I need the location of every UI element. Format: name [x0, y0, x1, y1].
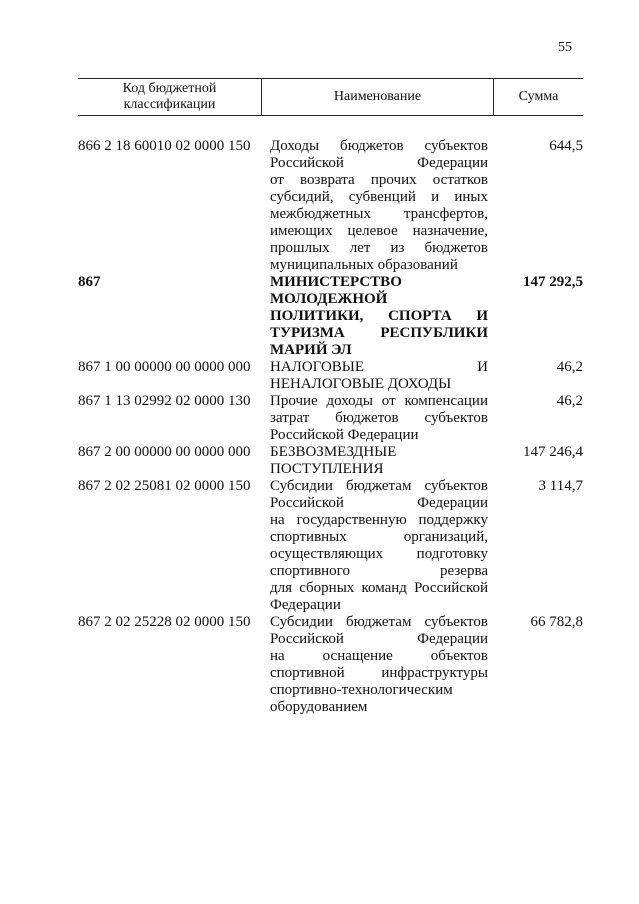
row-amount: 3 114,7	[538, 478, 583, 494]
row-name	[270, 138, 488, 274]
row-name-line: осуществляющих подготовку	[270, 546, 488, 562]
table-row	[78, 359, 583, 393]
column-header-name: Наименование	[262, 79, 494, 115]
table-row	[78, 138, 583, 274]
row-name-line: спортивных организаций,	[270, 529, 488, 545]
row-name	[270, 359, 488, 393]
row-name-line: ПОЛИТИКИ, СПОРТА И	[270, 308, 488, 324]
row-name-line: Доходы бюджетов субъектов	[270, 138, 488, 154]
row-name-line: субсидий, субвенций и иных	[270, 189, 488, 205]
row-name-line: Российской Федерации	[270, 631, 488, 647]
budget-code: 866 2 18 60010 02 0000 150	[78, 138, 251, 154]
row-amount: 46,2	[556, 359, 583, 375]
row-name	[270, 274, 488, 359]
page-number: 55	[558, 40, 572, 55]
row-name	[270, 478, 488, 614]
row-name-line: затрат бюджетов субъектов	[270, 410, 488, 426]
table-row	[78, 478, 583, 614]
row-name-line: Российской Федерации	[270, 155, 488, 171]
budget-code: 867 1 13 02992 02 0000 130	[78, 393, 251, 409]
row-amount: 147 292,5	[523, 274, 583, 290]
row-name-line: НЕНАЛОГОВЫЕ ДОХОДЫ	[270, 376, 452, 392]
row-name-line: спортивного резерва	[270, 563, 488, 579]
row-name-line: Федерации	[270, 597, 341, 613]
row-name-line: МАРИЙ ЭЛ	[270, 342, 352, 358]
row-name	[270, 393, 488, 444]
table-header	[78, 78, 583, 116]
table-row	[78, 614, 583, 716]
row-name-line: Прочие доходы от компенсации	[270, 393, 488, 409]
row-name-line: Российской Федерации	[270, 427, 419, 443]
table-row	[78, 393, 583, 444]
row-name-line: ПОСТУПЛЕНИЯ	[270, 461, 384, 477]
row-name-line: спортивной инфраструктуры	[270, 665, 488, 681]
row-name-line: БЕЗВОЗМЕЗДНЫЕ	[270, 444, 397, 460]
row-name-line: на государственную поддержку	[270, 512, 488, 528]
row-name-line: межбюджетных трансфертов,	[270, 206, 488, 222]
row-name-line: на оснащение объектов	[270, 648, 488, 664]
row-amount: 66 782,8	[530, 614, 583, 630]
budget-code: 867 2 02 25228 02 0000 150	[78, 614, 251, 630]
table-row	[78, 444, 583, 478]
row-name-line: НАЛОГОВЫЕ И	[270, 359, 488, 375]
row-name-line: Российской Федерации	[270, 495, 488, 511]
row-amount: 46,2	[556, 393, 583, 409]
budget-code: 867	[78, 274, 101, 290]
row-name-line: МИНИСТЕРСТВО	[270, 274, 402, 290]
row-name-line: спортивно-технологическим	[270, 682, 453, 698]
row-name-line: оборудованием	[270, 699, 368, 715]
row-name-line: муниципальных образований	[270, 257, 458, 273]
column-header-code: Код бюджетной классификации	[78, 79, 262, 115]
row-name	[270, 444, 488, 478]
row-name-line: для сборных команд Российской	[270, 580, 488, 596]
row-name-line: имеющих целевое назначение,	[270, 223, 488, 239]
row-name-line: от возврата прочих остатков	[270, 172, 488, 188]
row-name-line: прошлых лет из бюджетов	[270, 240, 488, 256]
row-amount: 147 246,4	[523, 444, 583, 460]
row-name-line: Субсидии бюджетам субъектов	[270, 478, 488, 494]
row-name-line: ТУРИЗМА РЕСПУБЛИКИ	[270, 325, 488, 341]
table-body	[78, 138, 583, 716]
table-row	[78, 274, 583, 359]
budget-code: 867 2 00 00000 00 0000 000	[78, 444, 251, 460]
column-header-sum: Сумма	[518, 89, 559, 104]
row-amount: 644,5	[549, 138, 583, 154]
budget-code: 867 2 02 25081 02 0000 150	[78, 478, 251, 494]
budget-code: 867 1 00 00000 00 0000 000	[78, 359, 251, 375]
row-name-line: МОЛОДЕЖНОЙ	[270, 291, 388, 307]
row-name	[270, 614, 488, 716]
row-name-line: Субсидии бюджетам субъектов	[270, 614, 488, 630]
